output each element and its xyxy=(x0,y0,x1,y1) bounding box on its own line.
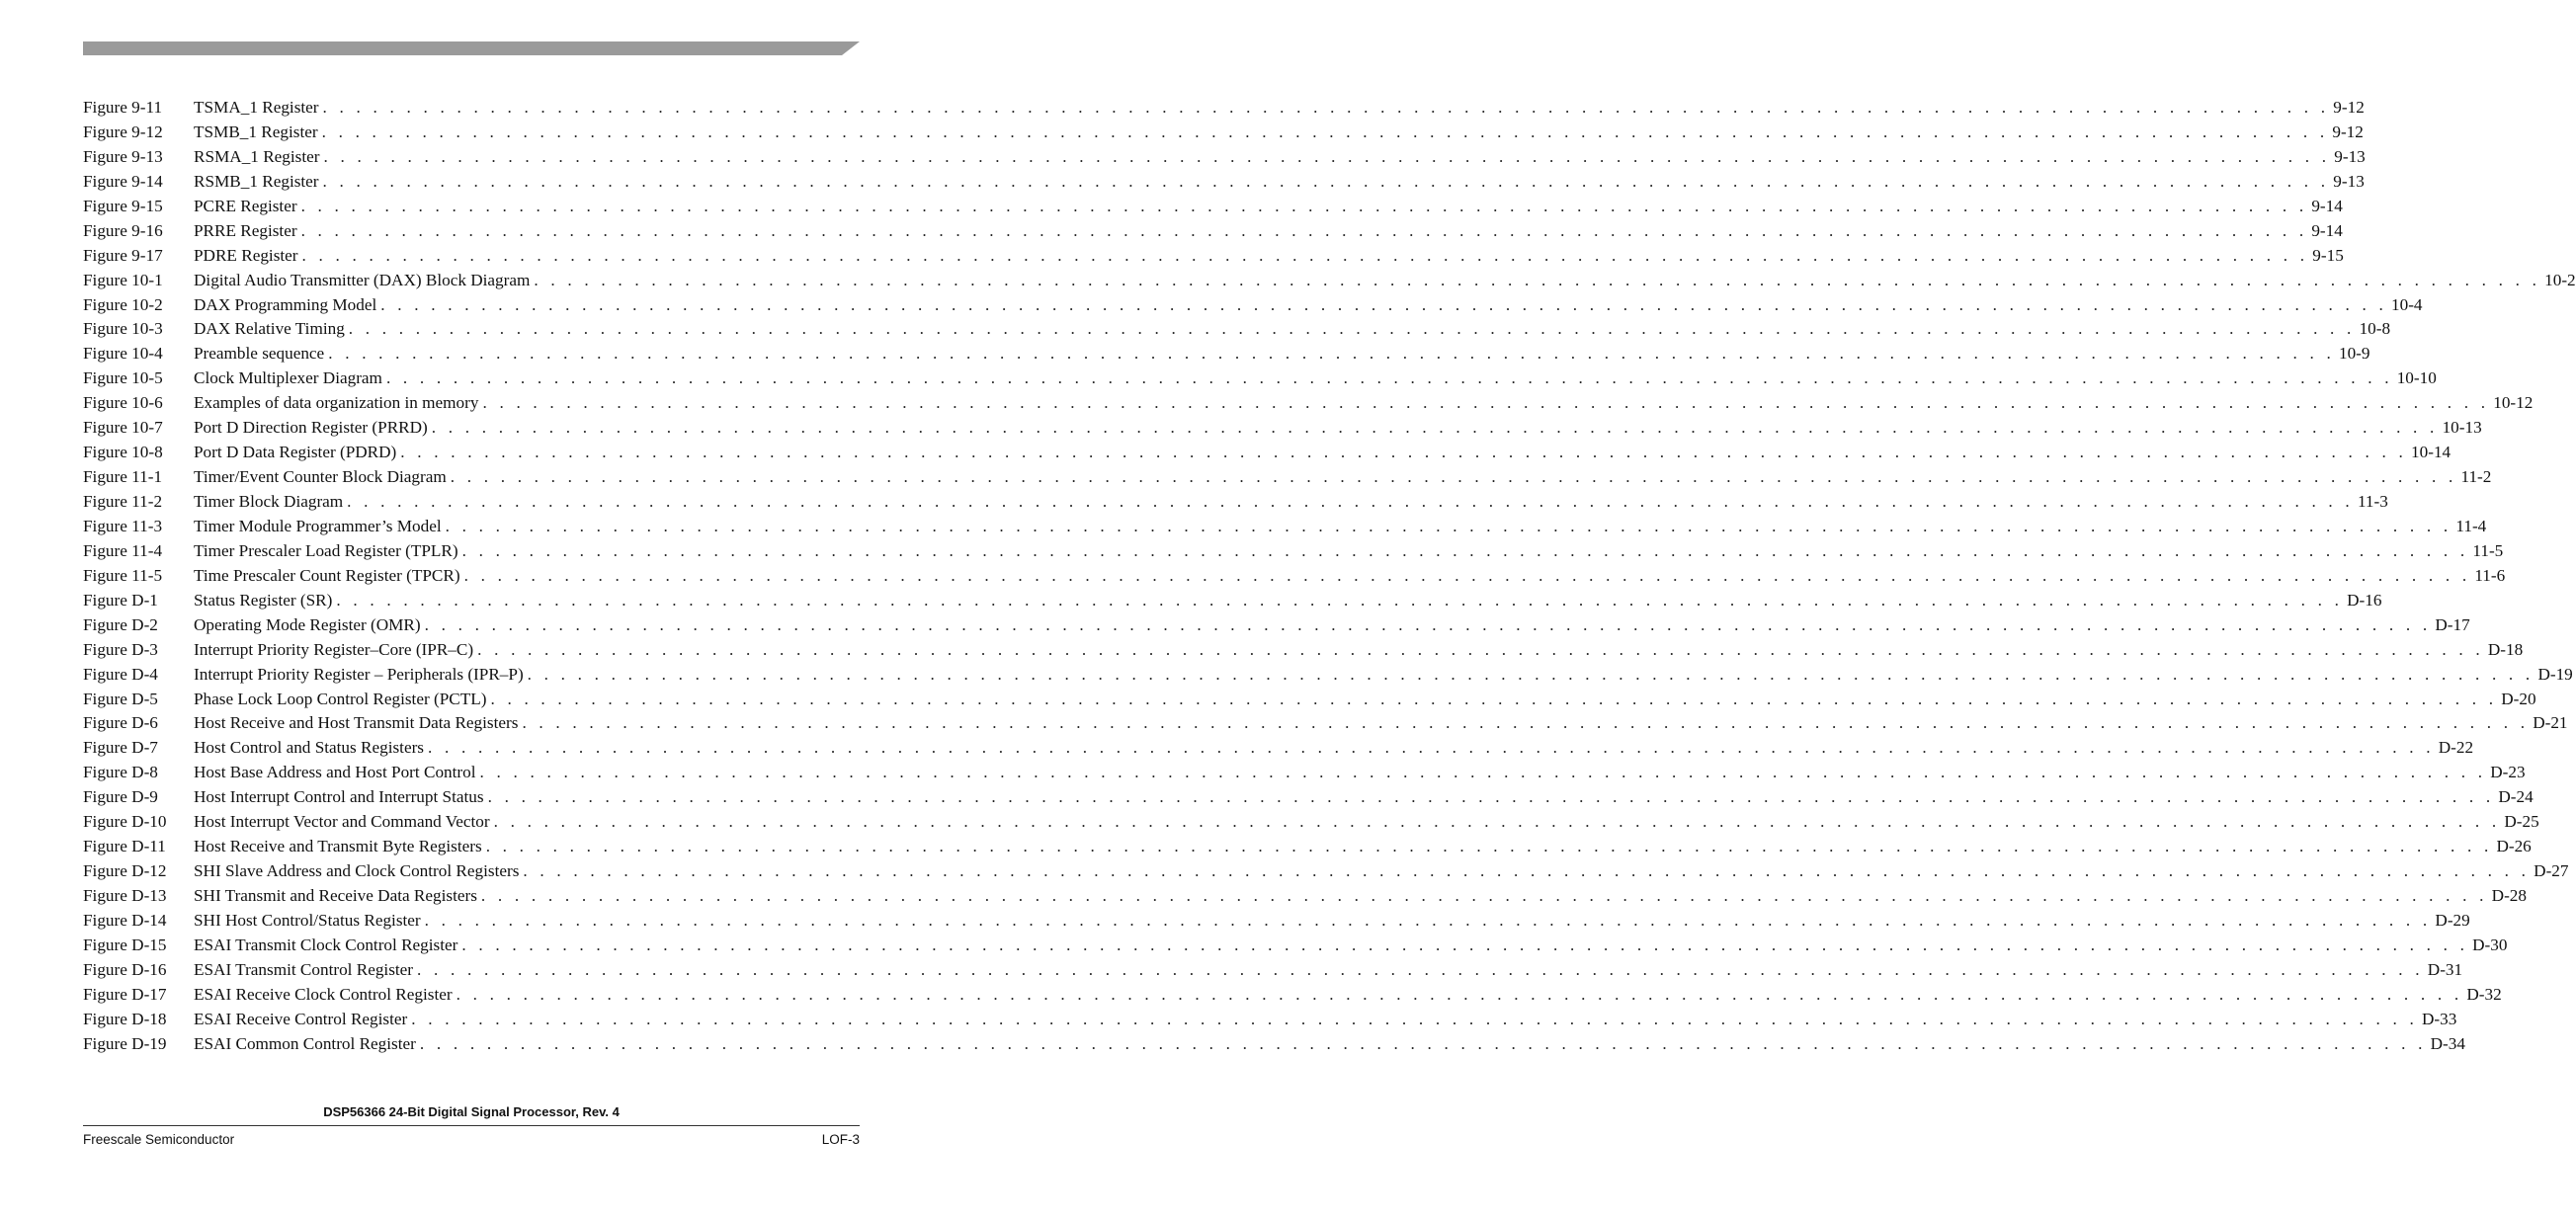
lof-entry[interactable] xyxy=(83,195,2343,219)
lof-entry[interactable] xyxy=(83,96,2365,121)
page-number: LOF-3 xyxy=(821,1132,860,1147)
lof-entry[interactable] xyxy=(83,934,2508,958)
page-reference[interactable]: D-31 xyxy=(2427,959,2463,979)
figure-number: Figure 9-13 xyxy=(83,146,163,166)
figure-number: Figure 9-17 xyxy=(83,245,163,265)
figure-title[interactable]: Port D Data Register (PDRD) xyxy=(194,443,397,462)
figure-number: Figure 11-2 xyxy=(83,492,163,511)
figure-number: Figure D-13 xyxy=(83,886,167,905)
figure-title[interactable]: Time Prescaler Count Register (TPCR) xyxy=(194,565,460,585)
figure-title[interactable]: ESAI Receive Control Register xyxy=(194,1009,408,1028)
figure-number: Figure D-17 xyxy=(83,984,167,1004)
figure-number: Figure D-4 xyxy=(83,664,158,684)
figure-number: Figure 9-14 xyxy=(83,171,163,191)
figure-title[interactable]: Interrupt Priority Register–Core (IPR–C) xyxy=(194,639,474,659)
lof-entry[interactable] xyxy=(83,539,2504,564)
dot-leader: . . . . . . . . . . . . . . . . . . . . . . . . . . . . . . . . . . . . . . . . . . . . . . . . . . . . . . . . . . . . . . . . . . . . . . . . . . . . . . . . . . . . . . . . . . . . . . . . . . . . . . . . . . . . . . . . . . . . . . . . xyxy=(300,220,2308,240)
dot-leader: . . . . . . . . . . . . . . . . . . . . . . . . . . . . . . . . . . . . . . . . . . . . . . . . . . . . . . . . . . . . . . . . . . . . . . . . . . . . . . . . . . . . . . . . . . . . . . . . . . . . . . . . . . . . . . . . . . . . . . . . xyxy=(417,959,2424,979)
lof-entry[interactable] xyxy=(83,269,2576,293)
page-reference[interactable]: D-30 xyxy=(2472,935,2508,954)
lof-entry[interactable] xyxy=(83,663,2573,688)
figure-title[interactable]: Examples of data organization in memory xyxy=(194,393,479,413)
dot-leader: . . . . . . . . . . . . . . . . . . . . . . . . . . . . . . . . . . . . . . . . . . . . . . . . . . . . . . . . . . . . . . . . . . . . . . . . . . . . . . . . . . . . . . . . . . . . . . . . . . . . . . . . . . . . . . . . . . . . . . . . xyxy=(477,639,2484,659)
header-bar xyxy=(83,41,860,55)
lof-entry[interactable] xyxy=(83,1008,2457,1032)
lof-entry[interactable] xyxy=(83,121,2364,145)
figure-title[interactable]: PDRE Register xyxy=(194,245,298,265)
figure-title[interactable]: DAX Programming Model xyxy=(194,294,377,314)
dot-leader: . . . . . . . . . . . . . . . . . . . . . . . . . . . . . . . . . . . . . . . . . . . . . . . . . . . . . . . . . . . . . . . . . . . . . . . . . . . . . . . . . . . . . . . . . . . . . . . . . . . . . . . . . . . . . . . . . . . . . . . . xyxy=(431,418,2439,438)
lof-entry[interactable] xyxy=(83,711,2568,736)
dot-leader: . . . . . . . . . . . . . . . . . . . . . . . . . . . . . . . . . . . . . . . . . . . . . . . . . . . . . . . . . . . . . . . . . . . . . . . . . . . . . . . . . . . . . . . . . . . . . . . . . . . . . . . . . . . . . . . . . . . . . . . . xyxy=(450,467,2457,487)
page-reference[interactable]: 10-4 xyxy=(2391,294,2423,314)
figure-number: Figure 11-4 xyxy=(83,540,163,560)
figure-title[interactable]: Preamble sequence xyxy=(194,344,325,364)
figure-number: Figure D-5 xyxy=(83,689,158,708)
page-reference[interactable]: 9-15 xyxy=(2312,245,2344,265)
page-reference[interactable]: 9-13 xyxy=(2333,171,2365,191)
figure-title[interactable]: ESAI Common Control Register xyxy=(194,1033,416,1053)
dot-leader: . . . . . . . . . . . . . . . . . . . . . . . . . . . . . . . . . . . . . . . . . . . . . . . . . . . . . . . . . . . . . . . . . . . . . . . . . . . . . . . . . . . . . . . . . . . . . . . . . . . . . . . . . . . . . . . . . . . . . . . . xyxy=(480,886,2488,905)
dot-leader: . . . . . . . . . . . . . . . . . . . . . . . . . . . . . . . . . . . . . . . . . . . . . . . . . . . . . . . . . . . . . . . . . . . . . . . . . . . . . . . . . . . . . . . . . . . . . . . . . . . . . . . . . . . . . . . . . . . . . . . . xyxy=(522,713,2530,733)
figure-title[interactable]: SHI Slave Address and Clock Control Registers xyxy=(194,861,520,881)
lof-entry[interactable] xyxy=(83,293,2423,318)
lof-entry[interactable] xyxy=(83,761,2526,785)
dot-leader: . . . . . . . . . . . . . . . . . . . . . . . . . . . . . . . . . . . . . . . . . . . . . . . . . . . . . . . . . . . . . . . . . . . . . . . . . . . . . . . . . . . . . . . . . . . . . . . . . . . . . . . . . . . . . . . . . . . . . . . . xyxy=(336,590,2344,610)
figure-title[interactable]: PRRE Register xyxy=(194,220,297,240)
figure-number: Figure 11-5 xyxy=(83,565,163,585)
figure-title[interactable]: Clock Multiplexer Diagram xyxy=(194,368,382,388)
figure-title[interactable]: Host Receive and Transmit Byte Registers xyxy=(194,837,482,856)
figure-title[interactable]: Phase Lock Loop Control Register (PCTL) xyxy=(194,689,487,708)
figure-title[interactable]: Timer Module Programmer’s Model xyxy=(194,516,442,535)
figure-number: Figure 9-11 xyxy=(83,98,163,117)
figure-title[interactable]: Host Base Address and Host Port Control xyxy=(194,763,476,782)
dot-leader: . . . . . . . . . . . . . . . . . . . . . . . . . . . . . . . . . . . . . . . . . . . . . . . . . . . . . . . . . . . . . . . . . . . . . . . . . . . . . . . . . . . . . . . . . . . . . . . . . . . . . . . . . . . . . . . . . . . . . . . . xyxy=(419,1033,2427,1053)
figure-title[interactable]: Host Interrupt Vector and Command Vector xyxy=(194,812,490,832)
figure-number: Figure 9-12 xyxy=(83,122,163,141)
dot-leader: . . . . . . . . . . . . . . . . . . . . . . . . . . . . . . . . . . . . . . . . . . . . . . . . . . . . . . . . . . . . . . . . . . . . . . . . . . . . . . . . . . . . . . . . . . . . . . . . . . . . . . . . . . . . . . . . . . . . . . . . xyxy=(485,837,2493,856)
figure-number: Figure 9-15 xyxy=(83,196,163,215)
figure-number: Figure D-1 xyxy=(83,590,158,610)
lof-entry[interactable] xyxy=(83,810,2539,835)
lof-entry[interactable] xyxy=(83,958,2463,983)
lof-entry[interactable] xyxy=(83,638,2524,663)
page-reference[interactable]: 11-4 xyxy=(2455,516,2487,535)
dot-leader: . . . . . . . . . . . . . . . . . . . . . . . . . . . . . . . . . . . . . . . . . . . . . . . . . . . . . . . . . . . . . . . . . . . . . . . . . . . . . . . . . . . . . . . . . . . . . . . . . . . . . . . . . . . . . . . . . . . . . . . . xyxy=(461,935,2469,954)
lof-entry[interactable] xyxy=(83,736,2474,761)
figure-number: Figure D-10 xyxy=(83,812,167,832)
figure-number: Figure D-3 xyxy=(83,639,158,659)
dot-leader: . . . . . . . . . . . . . . . . . . . . . . . . . . . . . . . . . . . . . . . . . . . . . . . . . . . . . . . . . . . . . . . . . . . . . . . . . . . . . . . . . . . . . . . . . . . . . . . . . . . . . . . . . . . . . . . . . . . . . . . . xyxy=(321,122,2329,141)
dot-leader: . . . . . . . . . . . . . . . . . . . . . . . . . . . . . . . . . . . . . . . . . . . . . . . . . . . . . . . . . . . . . . . . . . . . . . . . . . . . . . . . . . . . . . . . . . . . . . . . . . . . . . . . . . . . . . . . . . . . . . . . xyxy=(527,664,2534,684)
dot-leader: . . . . . . . . . . . . . . . . . . . . . . . . . . . . . . . . . . . . . . . . . . . . . . . . . . . . . . . . . . . . . . . . . . . . . . . . . . . . . . . . . . . . . . . . . . . . . . . . . . . . . . . . . . . . . . . . . . . . . . . . xyxy=(463,565,2471,585)
page-reference[interactable]: D-29 xyxy=(2435,910,2470,930)
dot-leader: . . . . . . . . . . . . . . . . . . . . . . . . . . . . . . . . . . . . . . . . . . . . . . . . . . . . . . . . . . . . . . . . . . . . . . . . . . . . . . . . . . . . . . . . . . . . . . . . . . . . . . . . . . . . . . . . . . . . . . . . xyxy=(523,861,2531,881)
document-title: DSP56366 24-Bit Digital Signal Processor, Rev. 4 xyxy=(323,1104,620,1119)
dot-leader: . . . . . . . . . . . . . . . . . . . . . . . . . . . . . . . . . . . . . . . . . . . . . . . . . . . . . . . . . . . . . . . . . . . . . . . . . . . . . . . . . . . . . . . . . . . . . . . . . . . . . . . . . . . . . . . . . . . . . . . . xyxy=(482,393,2490,413)
page-reference[interactable]: D-34 xyxy=(2430,1033,2465,1053)
figure-number: Figure D-6 xyxy=(83,713,158,733)
figure-number: Figure D-2 xyxy=(83,614,158,634)
figure-number: Figure 10-1 xyxy=(83,270,163,289)
dot-leader: . . . . . . . . . . . . . . . . . . . . . . . . . . . . . . . . . . . . . . . . . . . . . . . . . . . . . . . . . . . . . . . . . . . . . . . . . . . . . . . . . . . . . . . . . . . . . . . . . . . . . . . . . . . . . . . . . . . . . . . . xyxy=(424,910,2432,930)
figure-number: Figure 10-5 xyxy=(83,368,163,388)
dot-leader: . . . . . . . . . . . . . . . . . . . . . . . . . . . . . . . . . . . . . . . . . . . . . . . . . . . . . . . . . . . . . . . . . . . . . . . . . . . . . . . . . . . . . . . . . . . . . . . . . . . . . . . . . . . . . . . . . . . . . . . . xyxy=(348,319,2356,339)
lof-entry[interactable] xyxy=(83,416,2482,441)
figure-title[interactable]: TSMB_1 Register xyxy=(194,122,318,141)
figure-number: Figure 10-4 xyxy=(83,344,163,364)
header-bar-graphic xyxy=(83,41,860,55)
page-reference[interactable]: D-32 xyxy=(2466,984,2502,1004)
lof-entry[interactable] xyxy=(83,785,2534,810)
figure-number: Figure 10-2 xyxy=(83,294,163,314)
dot-leader: . . . . . . . . . . . . . . . . . . . . . . . . . . . . . . . . . . . . . . . . . . . . . . . . . . . . . . . . . . . . . . . . . . . . . . . . . . . . . . . . . . . . . . . . . . . . . . . . . . . . . . . . . . . . . . . . . . . . . . . . xyxy=(534,270,2541,289)
figure-number: Figure D-8 xyxy=(83,763,158,782)
dot-leader: . . . . . . . . . . . . . . . . . . . . . . . . . . . . . . . . . . . . . . . . . . . . . . . . . . . . . . . . . . . . . . . . . . . . . . . . . . . . . . . . . . . . . . . . . . . . . . . . . . . . . . . . . . . . . . . . . . . . . . . . xyxy=(424,614,2432,634)
figure-number: Figure D-15 xyxy=(83,935,167,954)
page-reference[interactable]: D-20 xyxy=(2501,689,2536,708)
dot-leader: . . . . . . . . . . . . . . . . . . . . . . . . . . . . . . . . . . . . . . . . . . . . . . . . . . . . . . . . . . . . . . . . . . . . . . . . . . . . . . . . . . . . . . . . . . . . . . . . . . . . . . . . . . . . . . . . . . . . . . . . xyxy=(323,146,2331,166)
page-reference[interactable]: 10-13 xyxy=(2442,418,2482,438)
figure-number: Figure 11-3 xyxy=(83,516,163,535)
page-reference[interactable]: D-26 xyxy=(2496,837,2532,856)
lof-entry[interactable] xyxy=(83,391,2534,416)
figure-title[interactable]: Interrupt Priority Register – Peripherals (IPR–P) xyxy=(194,664,524,684)
lof-entry[interactable] xyxy=(83,145,2366,170)
lof-entry[interactable] xyxy=(83,342,2370,366)
company-name: Freescale Semiconductor xyxy=(83,1132,235,1147)
dot-leader: . . . . . . . . . . . . . . . . . . . . . . . . . . . . . . . . . . . . . . . . . . . . . . . . . . . . . . . . . . . . . . . . . . . . . . . . . . . . . . . . . . . . . . . . . . . . . . . . . . . . . . . . . . . . . . . . . . . . . . . . xyxy=(427,738,2435,758)
figure-number: Figure 9-16 xyxy=(83,220,163,240)
page-reference[interactable]: 10-8 xyxy=(2359,319,2391,339)
dot-leader: . . . . . . . . . . . . . . . . . . . . . . . . . . . . . . . . . . . . . . . . . . . . . . . . . . . . . . . . . . . . . . . . . . . . . . . . . . . . . . . . . . . . . . . . . . . . . . . . . . . . . . . . . . . . . . . . . . . . . . . . xyxy=(380,294,2387,314)
figure-number: Figure D-14 xyxy=(83,910,167,930)
lof-entry[interactable] xyxy=(83,366,2437,391)
page-reference[interactable]: D-24 xyxy=(2498,787,2534,807)
figure-number: Figure 10-3 xyxy=(83,319,163,339)
lof-entry[interactable] xyxy=(83,465,2492,490)
dot-leader: . . . . . . . . . . . . . . . . . . . . . . . . . . . . . . . . . . . . . . . . . . . . . . . . . . . . . . . . . . . . . . . . . . . . . . . . . . . . . . . . . . . . . . . . . . . . . . . . . . . . . . . . . . . . . . . . . . . . . . . . xyxy=(328,344,2335,364)
page-reference[interactable]: 10-2 xyxy=(2544,270,2576,289)
page-reference[interactable]: 9-12 xyxy=(2333,98,2365,117)
dot-leader: . . . . . . . . . . . . . . . . . . . . . . . . . . . . . . . . . . . . . . . . . . . . . . . . . . . . . . . . . . . . . . . . . . . . . . . . . . . . . . . . . . . . . . . . . . . . . . . . . . . . . . . . . . . . . . . . . . . . . . . . xyxy=(400,443,2408,462)
page-reference[interactable]: D-25 xyxy=(2504,812,2539,832)
lof-entry[interactable] xyxy=(83,589,2382,613)
page-reference[interactable]: D-17 xyxy=(2435,614,2470,634)
page-reference[interactable]: 9-12 xyxy=(2332,122,2364,141)
figure-number: Figure 10-7 xyxy=(83,418,163,438)
figure-title[interactable]: ESAI Receive Clock Control Register xyxy=(194,984,453,1004)
figure-title[interactable]: Host Interrupt Control and Interrupt Status xyxy=(194,787,484,807)
dot-leader: . . . . . . . . . . . . . . . . . . . . . . . . . . . . . . . . . . . . . . . . . . . . . . . . . . . . . . . . . . . . . . . . . . . . . . . . . . . . . . . . . . . . . . . . . . . . . . . . . . . . . . . . . . . . . . . . . . . . . . . . xyxy=(493,812,2501,832)
figure-title[interactable]: TSMA_1 Register xyxy=(194,98,319,117)
dot-leader: . . . . . . . . . . . . . . . . . . . . . . . . . . . . . . . . . . . . . . . . . . . . . . . . . . . . . . . . . . . . . . . . . . . . . . . . . . . . . . . . . . . . . . . . . . . . . . . . . . . . . . . . . . . . . . . . . . . . . . . . xyxy=(347,492,2354,511)
lof-entry[interactable] xyxy=(83,441,2451,465)
figure-title[interactable]: ESAI Transmit Clock Control Register xyxy=(194,935,458,954)
page-reference[interactable]: 9-14 xyxy=(2311,196,2343,215)
figure-title[interactable]: Status Register (SR) xyxy=(194,590,333,610)
footer-divider xyxy=(83,1125,860,1126)
lof-entry[interactable] xyxy=(83,1032,2465,1057)
page-reference[interactable]: D-19 xyxy=(2537,664,2573,684)
figure-number: Figure 10-6 xyxy=(83,393,163,413)
page-reference[interactable]: 9-13 xyxy=(2334,146,2366,166)
lof-entry[interactable] xyxy=(83,909,2470,934)
figure-number: Figure D-19 xyxy=(83,1033,167,1053)
figure-number: Figure 10-8 xyxy=(83,443,163,462)
lof-entry[interactable] xyxy=(83,244,2344,269)
dot-leader: . . . . . . . . . . . . . . . . . . . . . . . . . . . . . . . . . . . . . . . . . . . . . . . . . . . . . . . . . . . . . . . . . . . . . . . . . . . . . . . . . . . . . . . . . . . . . . . . . . . . . . . . . . . . . . . . . . . . . . . . xyxy=(300,196,2308,215)
dot-leader: . . . . . . . . . . . . . . . . . . . . . . . . . . . . . . . . . . . . . . . . . . . . . . . . . . . . . . . . . . . . . . . . . . . . . . . . . . . . . . . . . . . . . . . . . . . . . . . . . . . . . . . . . . . . . . . . . . . . . . . . xyxy=(301,245,2309,265)
page-reference[interactable]: 10-14 xyxy=(2411,443,2451,462)
page-reference[interactable]: 10-9 xyxy=(2338,344,2370,364)
dot-leader: . . . . . . . . . . . . . . . . . . . . . . . . . . . . . . . . . . . . . . . . . . . . . . . . . . . . . . . . . . . . . . . . . . . . . . . . . . . . . . . . . . . . . . . . . . . . . . . . . . . . . . . . . . . . . . . . . . . . . . . . xyxy=(411,1009,2418,1028)
lof-entry[interactable] xyxy=(83,490,2388,515)
page-reference[interactable]: D-21 xyxy=(2533,713,2568,733)
lof-entry[interactable] xyxy=(83,515,2487,539)
dot-leader: . . . . . . . . . . . . . . . . . . . . . . . . . . . . . . . . . . . . . . . . . . . . . . . . . . . . . . . . . . . . . . . . . . . . . . . . . . . . . . . . . . . . . . . . . . . . . . . . . . . . . . . . . . . . . . . . . . . . . . . . xyxy=(456,984,2463,1004)
page-reference[interactable]: 10-12 xyxy=(2493,393,2534,413)
dot-leader: . . . . . . . . . . . . . . . . . . . . . . . . . . . . . . . . . . . . . . . . . . . . . . . . . . . . . . . . . . . . . . . . . . . . . . . . . . . . . . . . . . . . . . . . . . . . . . . . . . . . . . . . . . . . . . . . . . . . . . . . xyxy=(322,98,2330,117)
figure-title[interactable]: Timer Block Diagram xyxy=(194,492,344,511)
figure-title[interactable]: Digital Audio Transmitter (DAX) Block Diagram xyxy=(194,270,531,289)
figure-title[interactable]: RSMA_1 Register xyxy=(194,146,320,166)
figure-title[interactable]: RSMB_1 Register xyxy=(194,171,319,191)
page-reference[interactable]: D-16 xyxy=(2347,590,2382,610)
dot-leader: . . . . . . . . . . . . . . . . . . . . . . . . . . . . . . . . . . . . . . . . . . . . . . . . . . . . . . . . . . . . . . . . . . . . . . . . . . . . . . . . . . . . . . . . . . . . . . . . . . . . . . . . . . . . . . . . . . . . . . . . xyxy=(461,540,2469,560)
list-of-figures xyxy=(83,96,2576,1057)
figure-title[interactable]: ESAI Transmit Control Register xyxy=(194,959,414,979)
figure-title[interactable]: Port D Direction Register (PRRD) xyxy=(194,418,428,438)
dot-leader: . . . . . . . . . . . . . . . . . . . . . . . . . . . . . . . . . . . . . . . . . . . . . . . . . . . . . . . . . . . . . . . . . . . . . . . . . . . . . . . . . . . . . . . . . . . . . . . . . . . . . . . . . . . . . . . . . . . . . . . . xyxy=(385,368,2393,388)
figure-title[interactable]: Timer Prescaler Load Register (TPLR) xyxy=(194,540,458,560)
figure-title[interactable]: SHI Transmit and Receive Data Registers xyxy=(194,886,477,905)
page-reference[interactable]: D-27 xyxy=(2534,861,2569,881)
lof-entry[interactable] xyxy=(83,884,2527,909)
page-reference[interactable]: D-18 xyxy=(2487,639,2524,659)
lof-entry[interactable] xyxy=(83,835,2532,859)
figure-number: Figure D-12 xyxy=(83,861,167,881)
page-reference[interactable]: 11-3 xyxy=(2357,492,2388,511)
figure-number: Figure D-9 xyxy=(83,787,158,807)
page-reference[interactable]: D-22 xyxy=(2438,738,2474,758)
lof-entry[interactable] xyxy=(83,688,2536,712)
dot-leader: . . . . . . . . . . . . . . . . . . . . . . . . . . . . . . . . . . . . . . . . . . . . . . . . . . . . . . . . . . . . . . . . . . . . . . . . . . . . . . . . . . . . . . . . . . . . . . . . . . . . . . . . . . . . . . . . . . . . . . . . xyxy=(490,689,2498,708)
figure-number: Figure D-11 xyxy=(83,837,166,856)
page-reference[interactable]: 9-14 xyxy=(2311,220,2343,240)
figure-number: Figure D-18 xyxy=(83,1009,167,1028)
figure-title[interactable]: Timer/Event Counter Block Diagram xyxy=(194,467,447,487)
page-reference[interactable]: D-28 xyxy=(2491,886,2527,905)
figure-title[interactable]: Host Receive and Host Transmit Data Registers xyxy=(194,713,519,733)
lof-entry[interactable] xyxy=(83,613,2470,638)
figure-number: Figure D-16 xyxy=(83,959,167,979)
figure-title[interactable]: PCRE Register xyxy=(194,196,297,215)
figure-number: Figure D-7 xyxy=(83,738,158,758)
figure-title[interactable]: Operating Mode Register (OMR) xyxy=(194,614,421,634)
page-reference[interactable]: 11-5 xyxy=(2472,540,2504,560)
dot-leader: . . . . . . . . . . . . . . . . . . . . . . . . . . . . . . . . . . . . . . . . . . . . . . . . . . . . . . . . . . . . . . . . . . . . . . . . . . . . . . . . . . . . . . . . . . . . . . . . . . . . . . . . . . . . . . . . . . . . . . . . xyxy=(445,516,2452,535)
page-reference[interactable]: 11-6 xyxy=(2474,565,2506,585)
lof-entry[interactable] xyxy=(83,983,2502,1008)
lof-entry[interactable] xyxy=(83,219,2343,244)
figure-title[interactable]: SHI Host Control/Status Register xyxy=(194,910,421,930)
page-reference[interactable]: 11-2 xyxy=(2460,467,2492,487)
lof-entry[interactable] xyxy=(83,317,2391,342)
lof-entry[interactable] xyxy=(83,170,2365,195)
page-reference[interactable]: D-23 xyxy=(2490,763,2526,782)
dot-leader: . . . . . . . . . . . . . . . . . . . . . . . . . . . . . . . . . . . . . . . . . . . . . . . . . . . . . . . . . . . . . . . . . . . . . . . . . . . . . . . . . . . . . . . . . . . . . . . . . . . . . . . . . . . . . . . . . . . . . . . . xyxy=(479,763,2487,782)
figure-title[interactable]: DAX Relative Timing xyxy=(194,319,345,339)
dot-leader: . . . . . . . . . . . . . . . . . . . . . . . . . . . . . . . . . . . . . . . . . . . . . . . . . . . . . . . . . . . . . . . . . . . . . . . . . . . . . . . . . . . . . . . . . . . . . . . . . . . . . . . . . . . . . . . . . . . . . . . . xyxy=(487,787,2495,807)
figure-title[interactable]: Host Control and Status Registers xyxy=(194,738,424,758)
dot-leader: . . . . . . . . . . . . . . . . . . . . . . . . . . . . . . . . . . . . . . . . . . . . . . . . . . . . . . . . . . . . . . . . . . . . . . . . . . . . . . . . . . . . . . . . . . . . . . . . . . . . . . . . . . . . . . . . . . . . . . . . xyxy=(322,171,2330,191)
lof-entry[interactable] xyxy=(83,564,2506,589)
lof-entry[interactable] xyxy=(83,859,2569,884)
figure-number: Figure 11-1 xyxy=(83,467,163,487)
page-reference[interactable]: D-33 xyxy=(2422,1009,2457,1028)
page-reference[interactable]: 10-10 xyxy=(2396,368,2437,388)
